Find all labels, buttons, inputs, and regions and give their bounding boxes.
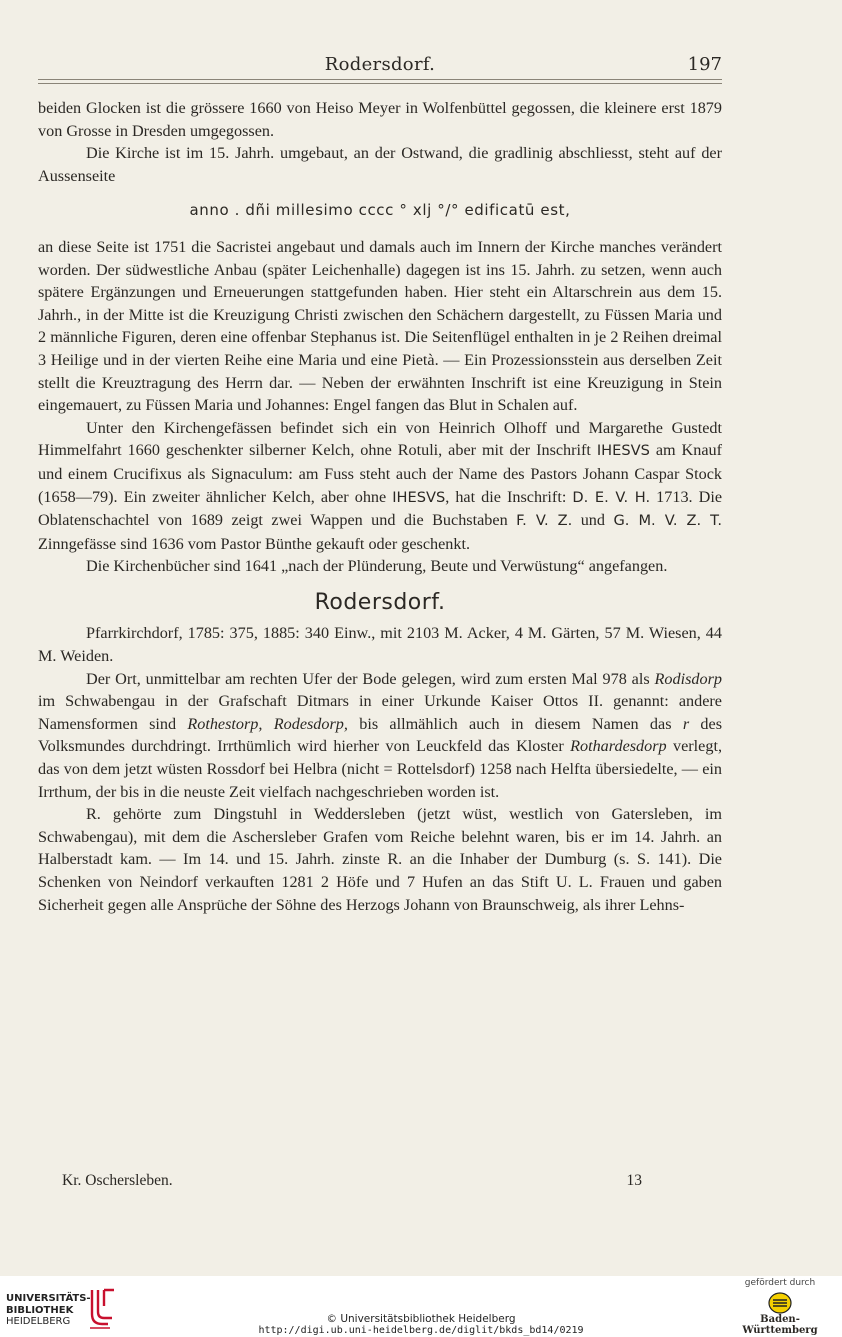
- page-header: [38, 50, 722, 80]
- text-run: bis allmählich auch in diesem Namen das: [347, 714, 683, 733]
- signature-left: Kr. Oschersleben.: [62, 1172, 173, 1189]
- text-run: des Volksmundes durchdringt. Irrthümlich wird hierher von Leuckfeld das Kloster: [38, 714, 722, 756]
- library-name-line: HEIDELBERG: [6, 1316, 71, 1327]
- running-title: Rodersdorf.: [324, 54, 436, 75]
- library-footer-bar: [0, 1276, 842, 1337]
- signature-right: 13: [626, 1172, 642, 1189]
- text-run: verlegt, das von dem jetzt wüsten Rossdorf bei Helbra (nicht = Rottelsdorf) 1258 nach Helfta übersiedelte, — ein Irrthum, der bis in die neuste Zeit vielfach nachgeschrieben worden ist.: [38, 737, 722, 801]
- text-run: Unter den Kirchengefässen befindet sich ein von Heinrich Olhoff und Margarethe Gustedt Himmelfahrt 1660 geschenkter silberner Kelch, ohne Rotuli, aber mit der Inschrift: [38, 418, 722, 460]
- header-rule-double: [38, 83, 722, 84]
- place-name: Rodisdorp: [654, 669, 722, 688]
- library-name-line: UNIVERSITÄTS-: [6, 1293, 91, 1304]
- paragraph: an diese Seite ist 1751 die Sacristei angebaut und damals auch im Innern der Kirche manches verändert worden. Der südwestliche Anbau (später Leichenhalle) dagegen ist ins 15. Jahrh. zu setzen, wenn auch spätere Ergänzungen und Erneuerungen stattgefunden haben. Hier steht ein Altarschrein aus dem 15. Jahrh., in der Mitte ist die Kreuzigung Christi zwischen den Schächern dargestellt, zu Füssen Maria und 2 männliche Figuren, deren eine offenbar Stephanus ist. Die Seitenflügel enthalten in je 2 Reihen dreimal 3 Heilige und in der vierten Reihe eine Maria und eine Pietà. — Ein Prozessionsstein aus derselben Zeit stellt die Kreuztragung des Herrn dar. — Neben der erwähnten Inschrift ist eine Kreuzigung in Stein eingemauert, zu Füssen Maria und Johannes: Engel fangen das Blut in Schalen auf.: [38, 237, 722, 415]
- text-run: im Schwabengau in der Grafschaft Ditmars in einer Urkunde Kaiser Ottos II. genannt: andere Namensformen sind: [38, 692, 722, 733]
- page-footer: [62, 1172, 642, 1190]
- place-name: Rothardesdorp: [570, 737, 667, 756]
- state-crest-icon: [768, 1292, 792, 1314]
- sponsor-block: [730, 1278, 830, 1336]
- copyright-notice: [0, 1314, 842, 1336]
- inscription-text: IHESVS: [596, 442, 650, 460]
- place-name: Rothestorp, Rodesdorp,: [187, 714, 348, 733]
- text-run: am Knauf und einem Crucifixus als Signaculum: am Fuss steht auch der Name des Pastors Johann Caspar Stock (1658—79). Ein zweiter ähnlicher Kelch, aber ohne: [38, 441, 722, 506]
- inscription: anno . dñi millesimo cccc ° xlj °/° edificatū est,: [189, 201, 571, 220]
- paragraph: [38, 417, 722, 556]
- inscription-text: G. M. V. Z. T.: [613, 512, 722, 530]
- paragraph: [38, 668, 722, 804]
- sponsor-name: Baden-Württemberg: [742, 1314, 818, 1336]
- paragraph: Pfarrkirchdorf, 1785: 375, 1885: 340 Einw., mit 2103 M. Acker, 4 M. Gärten, 57 M. Wiesen, 44 M. Weiden.: [38, 624, 722, 666]
- paragraph: R. gehörte zum Dingstuhl in Weddersleben (jetzt wüst, westlich von Gatersleben, im Schwabengau), mit dem die Aschersleber Grafen vom Reiche belehnt waren, bis er im 14. Jahrh. an Halberstadt kam. — Im 14. und 15. Jahrh. zinste R. an die Inhaber der Dumburg (s. S. 141). Die Schenken von Neindorf verkauften 1281 2 Höfe und 7 Hufen an das Stift U. L. Frauen und gaben Sicherheit gegen alle Ansprüche der Söhne des Herzogs Johann von Braunschweig, als ihrer Lehns-: [38, 805, 722, 914]
- text-run: , hat die Inschrift:: [445, 487, 573, 506]
- paragraph: Die Kirchenbücher sind 1641 „nach der Plünderung, Beute und Verwüstung“ angefangen.: [86, 557, 668, 576]
- text-run: 1713. Die Oblatenschachtel von 1689 zeigt zwei Wappen und die Buchstaben: [38, 487, 723, 530]
- inscription-text: F. V. Z.: [516, 512, 573, 530]
- permalink[interactable]: http://digi.ub.uni-heidelberg.de/diglit/bkds_bd14/0219: [258, 1325, 584, 1336]
- page-number: 197: [687, 54, 722, 75]
- body-text: [38, 97, 722, 916]
- library-name-line: BIBLIOTHEK: [6, 1304, 74, 1316]
- header-rule: [38, 79, 722, 80]
- text-run: und: [572, 511, 614, 530]
- text-run: Der Ort, unmittelbar am rechten Ufer der Bode gelegen, wird zum ersten Mal 978 als: [86, 669, 655, 688]
- sponsor-caption: gefördert durch: [744, 1278, 816, 1288]
- copyright-text: © Universitätsbibliothek Heidelberg: [326, 1313, 516, 1325]
- letter: r: [682, 714, 690, 733]
- paragraph: beiden Glocken ist die grössere 1660 von Heiso Meyer in Wolfenbüttel gegossen, die kleinere erst 1879 von Grosse in Dresden umgegossen.: [38, 99, 722, 140]
- inscription-text: IHESVS: [392, 488, 446, 506]
- section-heading: Rodersdorf.: [314, 589, 446, 615]
- text-run: Zinngefässe sind 1636 vom Pastor Bünthe gekauft oder geschenkt.: [38, 534, 471, 553]
- inscription-text: D. E. V. H.: [572, 488, 651, 506]
- paragraph: Die Kirche ist im 15. Jahrh. umgebaut, an der Ostwand, die gradlinig abschliesst, steht auf der Aussenseite: [38, 144, 722, 185]
